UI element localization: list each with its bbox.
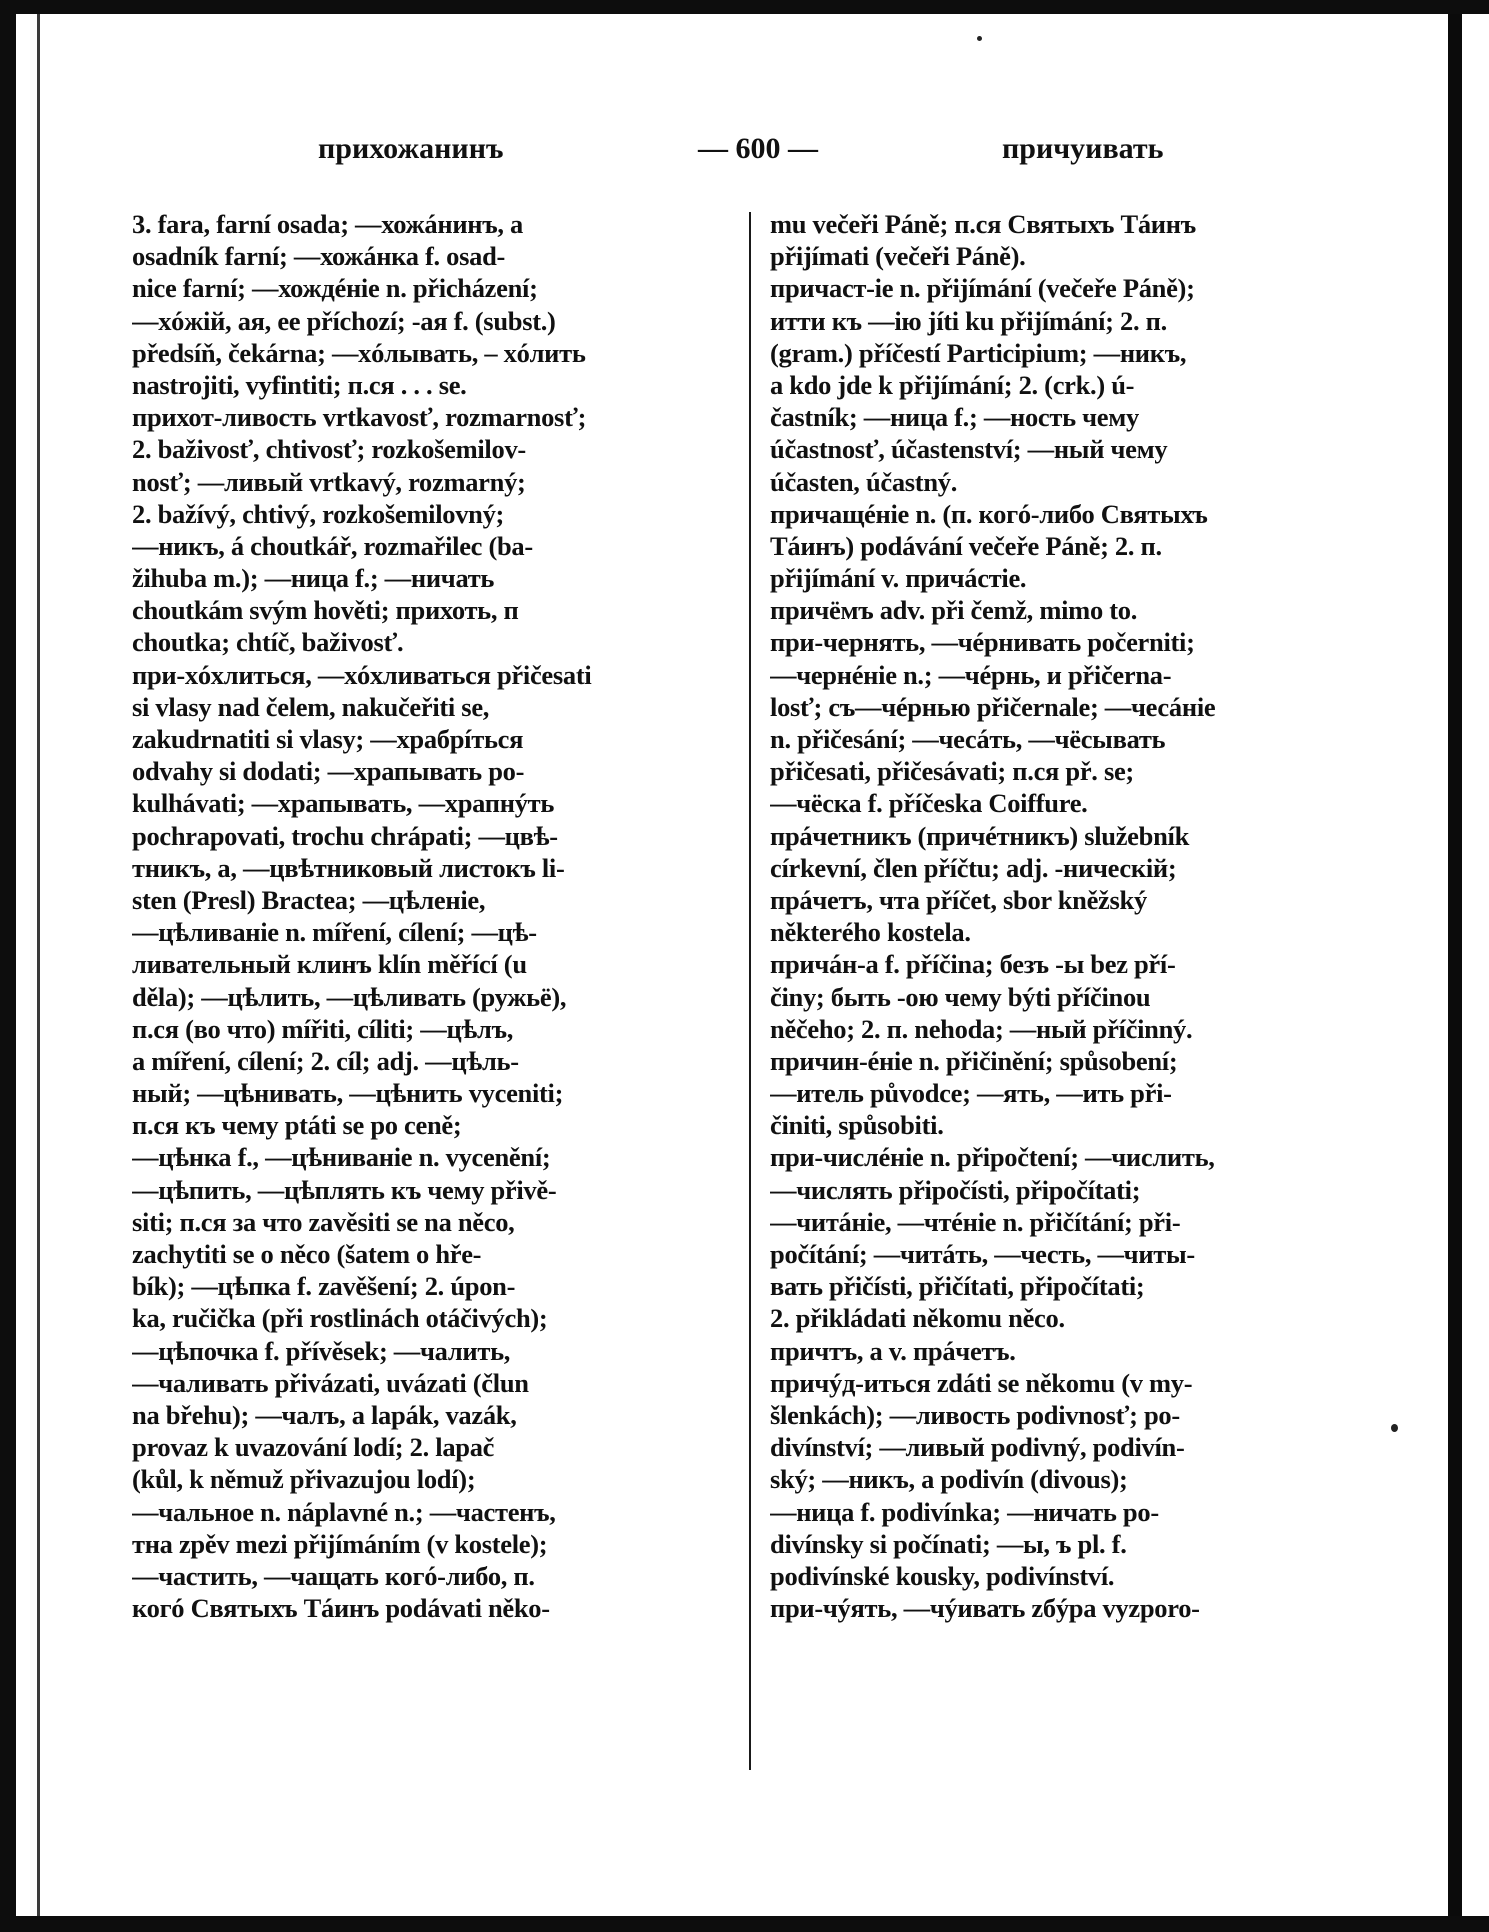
dictionary-line: 3. fara, farní osada; —хожáнинъ, a — [132, 209, 524, 239]
dictionary-line: činiti, spůsobiti. — [770, 1110, 944, 1141]
dictionary-line: —чаливать přivázati, uvázati (člun — [132, 1367, 529, 1398]
dictionary-line: zakudrnatiti si vlasy; —храбрíться — [132, 724, 524, 754]
dictionary-line: —цѣпить, —цѣплять къ чему přivě- — [132, 1174, 557, 1205]
dictionary-line: —ница f. podivínka; —ничать po- — [770, 1496, 1159, 1527]
dictionary-line: —читáнie, —чтéнie n. přičítání; při- — [770, 1206, 1181, 1237]
dictionary-line: něčeho; 2. п. nehoda; —ный příčinný. — [770, 1013, 1193, 1044]
dictionary-line: častník; —ница f.; —ность чему — [770, 402, 1139, 433]
scan-speck-side — [1391, 1424, 1398, 1432]
dictionary-line: zachytiti se o něco (šatem o hře- — [132, 1239, 482, 1269]
dictionary-line: některého kostela. — [770, 917, 971, 948]
dictionary-line: причýд-иться zdáti se někomu (v my- — [770, 1367, 1193, 1398]
dictionary-line: divínsky si počínati; —ы, ъ pl. f. — [770, 1528, 1127, 1559]
dictionary-line: 2. přikládati někomu něco. — [770, 1303, 1065, 1334]
dictionary-line: přičesati, přičesávati; п.ся př. se; — [770, 756, 1134, 787]
dictionary-line: sten (Presl) Bractea; —цѣленie, — [132, 884, 486, 915]
dictionary-line: при-чýять, —чýивать zбýра vyzporo- — [770, 1593, 1200, 1624]
dictionary-line: církevní, člen příčtu; adj. -ническiй; — [770, 852, 1177, 883]
dictionary-line: ливательный клинъ klín měřící (u — [132, 949, 527, 980]
running-head-first-word: прихожанинъ — [318, 132, 504, 165]
dictionary-line: при-хóхлиться, —хóхливаться přičesati — [132, 659, 592, 690]
dictionary-line: divínství; —ливый podivný, podivín- — [770, 1432, 1185, 1463]
dictionary-line: Тáинъ) podávání večeře Páně; 2. п. — [770, 530, 1162, 561]
dictionary-line: —хóжiй, ая, ее příchozí; -ая f. (subst.) — [132, 305, 556, 336]
dictionary-line: —чальное n. náplavné n.; —частенъ, — [132, 1496, 556, 1527]
dictionary-line: a kdo jde k přijímání; 2. (crk.) ú- — [770, 369, 1135, 400]
dictionary-line: činy; быть -ою чему býti příčinou — [770, 981, 1151, 1012]
dictionary-line: —цѣнка f., —цѣниванie n. vycenění; — [132, 1142, 551, 1173]
dictionary-line: (gram.) příčestí Participium; —никъ, — [770, 337, 1187, 368]
dictionary-line: podivínské kousky, podivínství. — [770, 1560, 1115, 1591]
dictionary-line: bík); —цѣпка f. zavěšení; 2. úpon- — [132, 1271, 516, 1302]
dictionary-line: причáн-а f. příčina; безъ -ы bez pří- — [770, 949, 1176, 980]
dictionary-line: —цѣливанie n. míření, cílení; —цѣ- — [132, 917, 537, 948]
dictionary-line: причин-éнie n. přičinění; spůsobení; — [770, 1045, 1178, 1076]
dictionary-line: —итель původce; —ять, —ить při- — [770, 1078, 1172, 1109]
dictionary-line: n. přičesání; —чесáть, —чёсывать — [770, 724, 1166, 754]
dictionary-line: причтъ, а v. прáчетъ. — [770, 1335, 1016, 1366]
dictionary-line: —числять připočísti, připočítati; — [770, 1174, 1141, 1205]
dictionary-line: choutkám svým hověti; прихоть, п — [132, 595, 519, 626]
dictionary-line: прáчетъ, чта příčet, sbor kněžský — [770, 884, 1147, 915]
dictionary-line: počítání; —читáть, —честь, —читы- — [770, 1239, 1195, 1269]
binding-gutter-line — [37, 14, 40, 1916]
dictionary-line: при-чернять, —чéрнивать počerniti; — [770, 627, 1195, 658]
dictionary-line: —частить, —чащать когó-либо, п. — [132, 1560, 535, 1591]
dictionary-line: —чернéнie n.; —чéрнь, и přičerna- — [770, 659, 1172, 690]
dictionary-line: когó Святыхъ Тáинъ podávati něko- — [132, 1593, 550, 1624]
dictionary-line: прáчетникъ (причéтникъ) služebník — [770, 820, 1190, 851]
dictionary-line: тникъ, а, —цвѣтниковый листокъ li- — [132, 852, 565, 883]
dictionary-line: provaz k uvazování lodí; 2. lapač — [132, 1432, 495, 1463]
left-column — [132, 208, 732, 1624]
dictionary-line: kulhávati; —храпывать, —храпнýть — [132, 788, 555, 819]
dictionary-line: přijímati (večeři Páně). — [770, 241, 1026, 272]
dictionary-line: losť; съ—чéрнью přičernale; —чесáнie — [770, 691, 1216, 722]
right-column — [770, 208, 1370, 1624]
dictionary-line: nastrojiti, vyfintiti; п.ся . . . se. — [132, 369, 467, 400]
dictionary-line: при-числéнie n. připočtení; —числить, — [770, 1142, 1215, 1173]
dictionary-line: (kůl, k němuž přivazujou lodí); — [132, 1464, 476, 1495]
dictionary-line: —никъ, á choutkář, rozmařilec (ba- — [132, 530, 533, 561]
dictionary-line: osadník farní; —хожáнка f. osad- — [132, 241, 506, 272]
dictionary-line: předsíň, čekárna; —хóлывать, – хóлить — [132, 337, 586, 368]
dictionary-line: п.ся (во что) mířiti, cíliti; —цѣлъ, — [132, 1013, 514, 1044]
dictionary-line: причёмъ adv. při čemž, mimo to. — [770, 595, 1138, 626]
dictionary-line: a míření, cílení; 2. cíl; adj. —цѣль- — [132, 1045, 519, 1076]
dictionary-line: účasten, účastný. — [770, 466, 958, 497]
dictionary-line: п.ся къ чему ptáti se po ceně; — [132, 1110, 462, 1141]
dictionary-line: итти къ —iю jíti ku přijímání; 2. п. — [770, 305, 1167, 336]
dictionary-line: причащéнie n. (п. когó-либо Святыхъ — [770, 498, 1208, 529]
dictionary-line: mu večeři Páně; п.ся Святыхъ Тáинъ — [770, 209, 1196, 239]
dictionary-line: přijímání v. причáстie. — [770, 563, 1027, 594]
running-head-last-word: причуивать — [1002, 132, 1164, 165]
column-divider-rule — [749, 212, 751, 1770]
dictionary-line: ka, ručička (při rostlinách otáčivých); — [132, 1303, 548, 1334]
dictionary-line: 2. baživosť, chtivosť; rozkošemilov- — [132, 434, 526, 465]
dictionary-line: odvahy si dodati; —храпывать po- — [132, 756, 525, 787]
dictionary-line: šlenkách); —ливость podivnosť; po- — [770, 1399, 1180, 1430]
dictionary-line: žihuba m.); —ница f.; —ничать — [132, 563, 495, 594]
dictionary-line: вать přičísti, přičítati, připočítati; — [770, 1271, 1145, 1302]
dictionary-line: ský; —никъ, а podivín (divous); — [770, 1464, 1128, 1495]
dictionary-line: nice farní; —хождéнie n. přicházení; — [132, 273, 538, 304]
next-page-sliver — [1462, 14, 1489, 1916]
dictionary-line: —чёска f. příčeska Coiffure. — [770, 788, 1088, 819]
page-number: — 600 — — [698, 132, 818, 165]
scan-speck-top — [977, 36, 982, 41]
dictionary-line: choutka; chtíč, baživosť. — [132, 627, 404, 658]
dictionary-line: na břehu); —чалъ, а lapák, vazák, — [132, 1399, 517, 1430]
dictionary-line: účastnosť, účastenství; —ный чему — [770, 434, 1168, 465]
dictionary-line: причаст-ie n. přijímání (večeře Páně); — [770, 273, 1195, 304]
dictionary-line: 2. bažívý, chtivý, rozkošemilovný; — [132, 498, 505, 529]
dictionary-line: nosť; —ливый vrtkavý, rozmarný; — [132, 466, 526, 497]
dictionary-line: siti; п.ся за что zavěsiti se na něco, — [132, 1206, 515, 1237]
dictionary-line: si vlasy nad čelem, nakučeřiti se, — [132, 691, 490, 722]
dictionary-line: děla); —цѣлить, —цѣливать (ружьё), — [132, 981, 567, 1012]
dictionary-line: pochrapovati, trochu chrápati; —цвѣ- — [132, 820, 558, 851]
dictionary-line: тна zpěv mezi přijímáním (v kostele); — [132, 1528, 548, 1559]
dictionary-line: прихот-ливость vrtkavosť, rozmarnosť; — [132, 402, 587, 433]
dictionary-line: ный; —цѣнивать, —цѣнить vyceniti; — [132, 1078, 564, 1109]
dictionary-line: —цѣпочка f. přívěsek; —чалить, — [132, 1335, 511, 1366]
